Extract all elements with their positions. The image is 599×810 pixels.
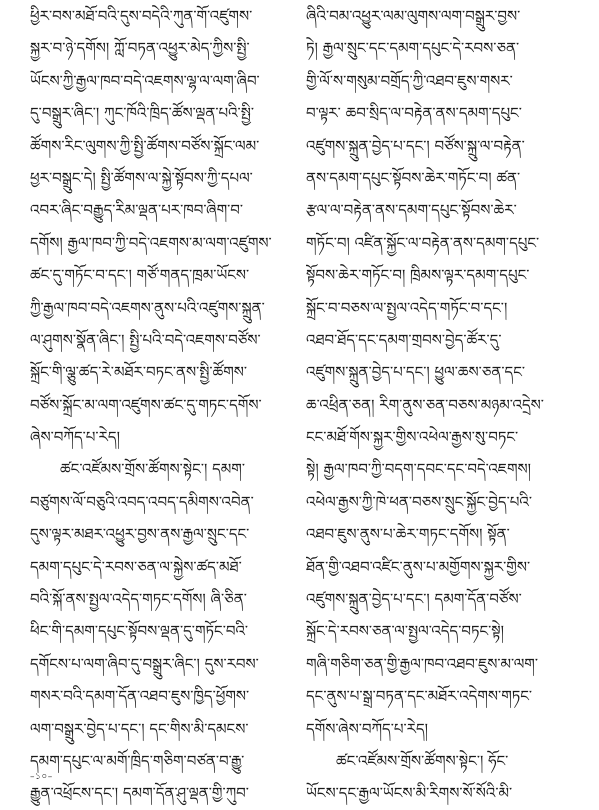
text-line: སྟེ། རྒྱལ་ཁབ་ཀྱི་བདག་དབང་དང་བདེ་འཇགས། — [306, 460, 531, 479]
text-line: ཆ་འཕྲིན་ཅན། རིག་ནུས་ཅན་བཅས་མཉམ་འདྲེས་ — [306, 395, 544, 414]
text-line: སྐྲོང་གི་ལྕུ་ཚད་རེ་མཐོར་བཏང་ནས་སྤྱི་ཚོགས་ — [30, 363, 248, 382]
text-line: སྐྲོང་བ་བཅས་ལ་སྤྱལ་འདེད་གཏོང་བ་དང་། — [306, 298, 508, 317]
left-text-column — [30, 0, 306, 810]
text-line: རྩལ་ལ་བརྟེན་ནས་དམག་དཔུང་སྟོབས་ཆེར་ — [306, 201, 517, 220]
text-line: དགོངས་པ་ལག་ཞིབ་དུ་བསྒྲུར་ཞིང་། དུས་རབས་ — [30, 654, 259, 673]
text-line: ཚང་འཛོམས་གྲོས་ཚོགས་སྟེང་། དམག་ — [60, 460, 245, 479]
text-line: རྒྱུན་འཕྲོངས་དང་། དམག་དོན་ཤུ་ལྡན་གྱི་ཀུབ་ — [30, 784, 249, 803]
text-line: འཐབ་ཇུས་ནུས་པ་ཆེར་གཏང་དགོས། སྟོན་ — [306, 525, 510, 544]
text-line: ཏེ། རྒྱལ་སྲུང་དང་དམག་དཔུང་དེ་རབས་ཅན་ — [306, 39, 520, 58]
text-line: དུས་ལྟར་མཐར་འཕྱུར་བྱས་ནས་རྒྱལ་སྲུང་དང་ — [30, 525, 250, 544]
text-line: བཙུགས་ལོ་བཅུའི་འབད་འབད་དམིགས་འབེན་ — [30, 492, 254, 511]
text-line: དགོས་ཞེས་བཀོད་པ་རེད། — [306, 719, 428, 738]
text-line: ངང་མཐོ་གོས་སྐྱར་གྱིས་འཕེལ་རྒྱས་སུ་བཏང་ — [306, 428, 519, 447]
text-line: སྟོབས་ཆེར་གཏོང་བ། ཁྲིམས་ལྟར་དམག་དཔུང་ — [306, 266, 530, 285]
text-line: འཕེལ་རྒྱས་ཀྱི་ཁེ་ཕན་བཅས་སྲུང་སྐྱོང་བྱེད་པའི་ — [306, 492, 532, 511]
text-line: གསར་བའི་དམག་དོན་འཐབ་ཇུས་ཁྱིད་ཕྱོགས་ — [30, 687, 250, 706]
text-line: ཡོངས་དང་རྒྱལ་ཡོངས་མི་རིགས་སོ་སོའི་མི་ — [306, 784, 513, 803]
text-line: གཏོང་བ། འཛིན་སྐྱོང་ལ་བརྟེན་ནས་དམག་དཔུང་ — [306, 233, 540, 252]
text-line: འཐབ་ཐོད་དང་དམག་གྲབས་བྱེད་ཚོར་དུ་ — [306, 330, 502, 349]
text-line: དང་ནུས་པ་སྒྲ་བཏན་དང་མཐོར་འདེགས་གཏང་ — [306, 687, 533, 706]
text-line: ཕྱིར་བས་མཐོ་བའི་དུས་བདེའི་ཀུན་གོ་འཛུགས་ — [30, 7, 253, 25]
text-line: བའི་སྐོ་ནས་སྤྱལ་འདེད་གཏང་དགོས། ཞི་ཅིན་ — [30, 590, 247, 609]
text-line: སྐྲོང་དེ་རབས་ཅན་ལ་སྤྱལ་འདེད་བཏང་སྟེ། — [306, 622, 505, 641]
text-line: ཡོངས་ཀྱི་རྒྱལ་ཁབ་བདེ་འཇགས་ལྷ་ལ་ལག་ཞིབ་ — [30, 71, 260, 90]
text-line: ཚང་དུ་གཏོང་བ་དང་། གཙོ་གནད་ཁྲམ་ཡོངས་ — [30, 266, 250, 285]
text-line: གྱི་ལོ་ས་གསུམ་བགྲོད་ཀྱི་འཐབ་ཇུས་གསར་ — [306, 71, 513, 90]
text-line: དགོས། རྒྱལ་ཁབ་ཀྱི་བདེ་འཇགས་མ་ལག་འཛུགས་ — [30, 233, 272, 252]
text-line: འབར་ཞིང་བརྒྱུད་རིམ་ལྡན་པར་ཁབ་ཞིག་བ་ — [30, 201, 244, 220]
text-line: ཚང་འཛོམས་གྲོས་ཚོགས་སྟེང་། ཧོང་ — [336, 751, 509, 770]
text-line: ལ་ཤུགས་སྣོན་ཞིང་། སྤྱི་པའི་བདེ་འཇགས་བཙོས་ — [30, 330, 261, 349]
page-number: –১০– — [30, 772, 53, 782]
text-line: ཀྱི་རྒྱལ་ཁབ་བདེ་འཇགས་ནུས་པའི་འཛུགས་སྐྲུན་ — [30, 298, 265, 317]
text-line: ཕིང་གི་དམག་དཔུང་སྟོབས་ལྡན་དུ་གཏོང་བའི་ — [30, 622, 249, 641]
text-line: དམག་དཔུང་དེ་རབས་ཅན་ལ་སྐྱེས་ཚད་མཐོ་ — [30, 557, 242, 576]
right-text-column — [306, 0, 582, 810]
text-line: བ་ལྟར་ ཆབ་སྲིད་ལ་བརྟེན་ནས་དམག་དཔུང་ — [306, 104, 522, 123]
text-line: ཞིའི་བམ་འཕྱུར་ལམ་ལུགས་ལག་བསྒྲུར་བྱས་ — [306, 7, 521, 25]
text-line: སྐྱར་བ་ཉེ་དགོས། ཀློ་བཏན་འཕྱུར་མེད་ཀྱིས་སྤྱི་ — [30, 39, 250, 58]
text-line: འཛུགས་སྐྲུན་བྱེད་པ་དང་། ཕྱུལ་ཆས་ཅན་དང་ — [306, 363, 526, 382]
text-line: གཞི་གཅིག་ཅན་གྱི་རྒྱལ་ཁབ་འཐབ་ཇུས་མ་ལག་ — [306, 654, 539, 673]
text-line: ཞེས་བཀོད་པ་རེད། — [30, 428, 120, 447]
text-line: ཕྱར་བསྒྲུང་དེ། སྤྱི་ཚོགས་ལ་སྐྱེ་སྟོབས་ཀྱི་དཔལ་ — [30, 168, 253, 187]
text-line: དམག་དཔུང་ལ་མགོ་ཁྲིད་གཅིག་བཙན་བ་རྒྱུ་ — [30, 751, 245, 770]
text-line: ཐོན་གྱི་འཐབ་འཛིང་ནུས་པ་མགྱོགས་སྐྱར་གྱིས་ — [306, 557, 531, 576]
text-line: དུ་བསྒྲུར་ཞིང་། ཀུང་ཁོའི་ཁྲིད་ཚོས་ལྡན་པའི་སྤྱི་ — [30, 104, 254, 123]
text-line: འཛུགས་སྐྲུན་བྱེད་པ་དང་། བཙོས་སྐྲུ་ལ་བརྟེན་ — [306, 136, 525, 155]
text-line: ཚོགས་རིང་ལུགས་ཀྱི་སྤྱི་ཚོགས་བཙོས་སྐྲོང་ལམ་ — [30, 136, 260, 155]
text-line: བཙོས་སྐྲོང་མ་ལག་འཛུགས་ཚང་དུ་གཏང་དགོས་ — [30, 395, 262, 414]
text-line: འཛུགས་སྐྲུན་བྱེད་པ་དང་། དམག་དོན་བཙོས་ — [306, 590, 522, 609]
text-line: ལག་བསྒྲུར་བྱེད་པ་དང་། དང་གིས་མི་དམངས་ — [30, 719, 249, 738]
text-line: ནས་དམག་དཔུང་སྟོབས་ཆེར་གཏོང་བ། ཚན་ — [306, 168, 521, 187]
